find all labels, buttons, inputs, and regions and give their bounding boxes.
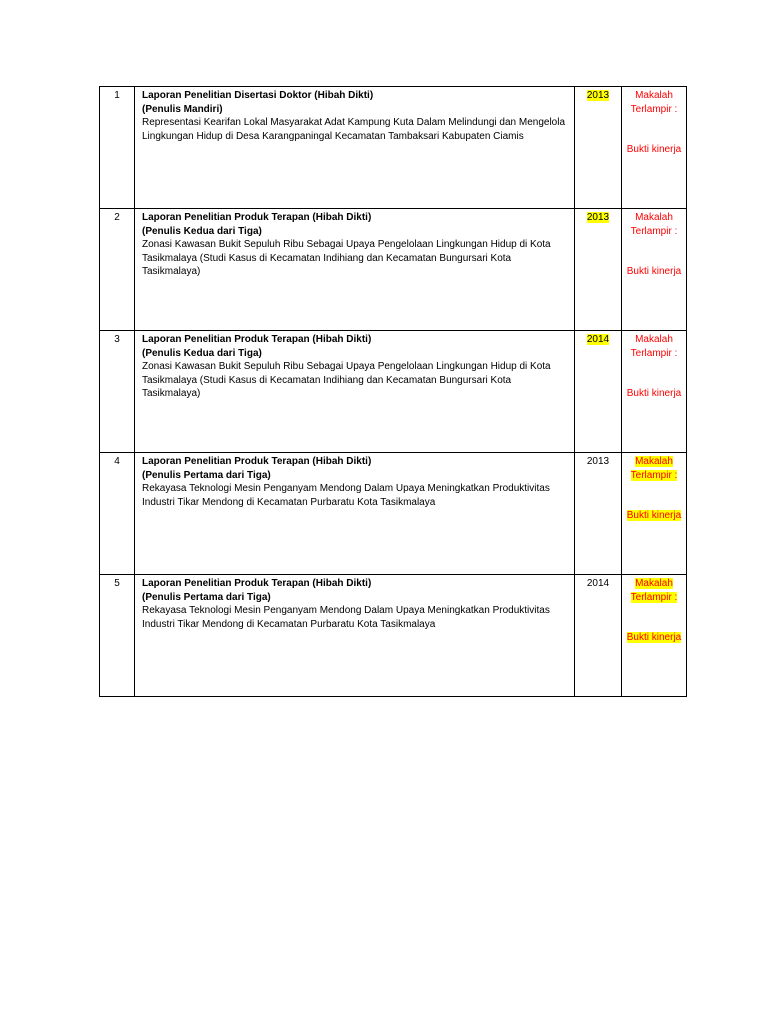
row-number <box>100 331 135 453</box>
year-cell <box>575 575 622 697</box>
report-title: Laporan Penelitian Produk Terapan (Hibah Dikti) <box>142 212 372 223</box>
row-number-text: 1 <box>114 90 120 101</box>
year-cell <box>575 209 622 331</box>
evidence-label <box>622 265 686 279</box>
evidence-label <box>622 387 686 401</box>
year-text: 2013 <box>586 212 610 223</box>
report-description: Representasi Kearifan Lokal Masyarakat Adat Kampung Kuta Dalam Melindungi dan Mengelola Lingkungan Hidup di Desa Karangpaningal Kecamatan Tambaksari Kabupaten Ciamis <box>142 117 566 142</box>
row-number-text: 3 <box>114 334 120 345</box>
evidence-label <box>622 631 686 645</box>
row-number <box>100 575 135 697</box>
report-title: Laporan Penelitian Disertasi Doktor (Hibah Dikti) <box>142 90 374 101</box>
year-cell <box>575 453 622 575</box>
year-text: 2013 <box>586 90 610 101</box>
row-number-text: 4 <box>114 456 120 467</box>
row-number <box>100 87 135 209</box>
year-text: 2013 <box>586 456 610 467</box>
attachment-cell <box>622 87 687 209</box>
attachment-label-text: Makalah Terlampir : <box>630 334 678 359</box>
report-cell <box>135 453 575 575</box>
table-row <box>100 87 687 209</box>
attachment-cell <box>622 331 687 453</box>
author-role: (Penulis Pertama dari Tiga) <box>142 469 271 481</box>
table-row <box>100 453 687 575</box>
attachment-label <box>622 211 686 238</box>
attachment-label-text: Makalah Terlampir : <box>630 212 678 237</box>
year-text: 2014 <box>586 578 610 589</box>
row-number <box>100 453 135 575</box>
report-title: Laporan Penelitian Produk Terapan (Hibah Dikti) <box>142 578 372 589</box>
evidence-label-text: Bukti kinerja <box>626 510 682 521</box>
year-text: 2014 <box>586 334 610 345</box>
author-role: (Penulis Kedua dari Tiga) <box>142 347 262 359</box>
table-row <box>100 575 687 697</box>
author-role: (Penulis Mandiri) <box>142 103 223 115</box>
attachment-label-text: Makalah Terlampir : <box>630 456 678 481</box>
report-description: Rekayasa Teknologi Mesin Penganyam Mendong Dalam Upaya Meningkatkan Produktivitas Industri Tikar Mendong di Kecamatan Purbaratu Kota Tasikmalaya <box>142 605 550 630</box>
attachment-label <box>622 577 686 604</box>
author-role: (Penulis Pertama dari Tiga) <box>142 591 271 603</box>
report-description: Zonasi Kawasan Bukit Sepuluh Ribu Sebagai Upaya Pengelolaan Lingkungan Hidup di Kota Tasikmalaya (Studi Kasus di Kecamatan Indihiang dan Kecamatan Bungursari Kota Tasikmalaya) <box>142 361 551 399</box>
row-number-text: 5 <box>114 578 120 589</box>
publication-table <box>99 86 687 697</box>
report-description: Rekayasa Teknologi Mesin Penganyam Mendong Dalam Upaya Meningkatkan Produktivitas Industri Tikar Mendong di Kecamatan Purbaratu Kota Tasikmalaya <box>142 483 550 508</box>
table-row <box>100 331 687 453</box>
attachment-label-text: Makalah Terlampir : <box>630 90 678 115</box>
author-role: (Penulis Kedua dari Tiga) <box>142 225 262 237</box>
attachment-label-text: Makalah Terlampir : <box>630 578 678 603</box>
evidence-label-text: Bukti kinerja <box>626 388 682 399</box>
report-title: Laporan Penelitian Produk Terapan (Hibah Dikti) <box>142 334 372 345</box>
report-cell <box>135 331 575 453</box>
report-title: Laporan Penelitian Produk Terapan (Hibah Dikti) <box>142 456 372 467</box>
evidence-label-text: Bukti kinerja <box>626 632 682 643</box>
attachment-label <box>622 333 686 360</box>
attachment-label <box>622 89 686 116</box>
attachment-cell <box>622 575 687 697</box>
row-number-text: 2 <box>114 212 120 223</box>
evidence-label <box>622 143 686 157</box>
evidence-label-text: Bukti kinerja <box>626 144 682 155</box>
report-cell <box>135 575 575 697</box>
table-row <box>100 209 687 331</box>
attachment-cell <box>622 453 687 575</box>
attachment-label <box>622 455 686 482</box>
report-description: Zonasi Kawasan Bukit Sepuluh Ribu Sebagai Upaya Pengelolaan Lingkungan Hidup di Kota Tasikmalaya (Studi Kasus di Kecamatan Indihiang dan Kecamatan Bungursari Kota Tasikmalaya) <box>142 239 551 277</box>
report-cell <box>135 87 575 209</box>
evidence-label <box>622 509 686 523</box>
table-body <box>100 87 687 697</box>
row-number <box>100 209 135 331</box>
year-cell <box>575 331 622 453</box>
evidence-label-text: Bukti kinerja <box>626 266 682 277</box>
year-cell <box>575 87 622 209</box>
report-cell <box>135 209 575 331</box>
attachment-cell <box>622 209 687 331</box>
